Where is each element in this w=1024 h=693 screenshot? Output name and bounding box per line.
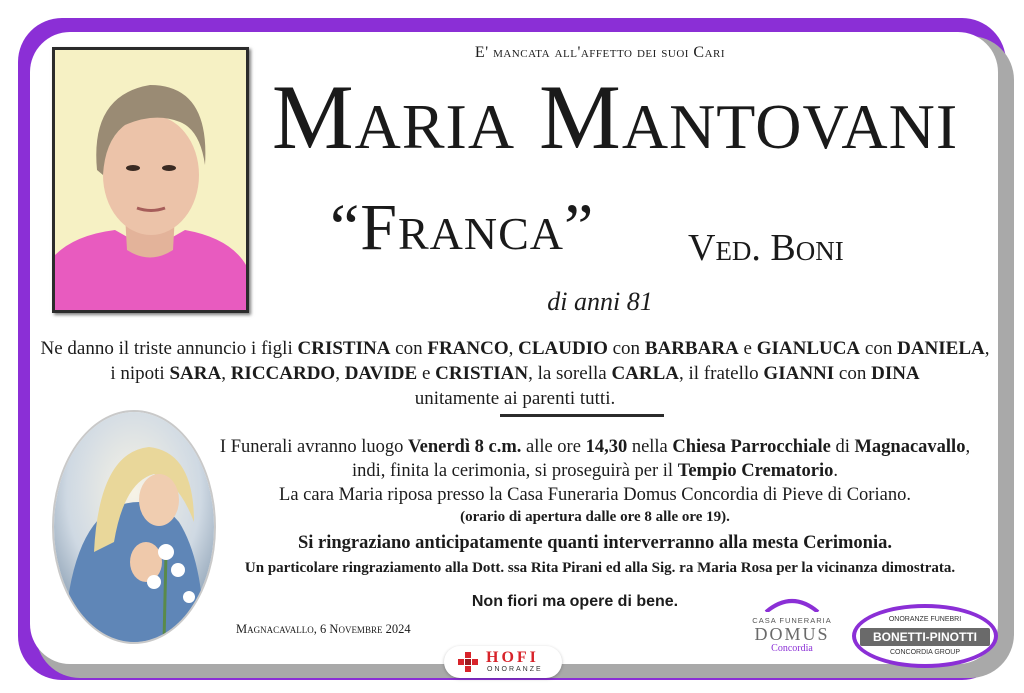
deceased-name: Maria Mantovani — [271, 66, 959, 168]
nickname: “Franca” — [330, 191, 595, 264]
hofi-logo — [444, 646, 562, 678]
thanks-line-2: Un particolare ringraziamento alla Dott. ssa Rita Pirani ed alla Sig. ra Maria Rosa per la vicinanza dimostrata. — [244, 560, 956, 576]
bold-run: GIANNI — [763, 363, 835, 384]
family-line-3: unitamente ai parenti tutti. — [414, 388, 616, 409]
text-run: con — [390, 338, 428, 359]
text-run: , — [335, 363, 345, 384]
hofi-mark-icon — [458, 652, 478, 672]
bold-run: 14,30 — [585, 437, 628, 457]
bold-run: RICCARDO — [230, 363, 336, 384]
domus-name: DOMUS — [754, 624, 830, 644]
funeral-line-4: (orario di apertura dalle ore 8 alle ore 19). — [460, 509, 730, 525]
family-line-1 — [40, 336, 990, 361]
text-run: indi, finita la cerimonia, si proseguirà per il — [351, 461, 678, 481]
bold-run: DAVIDE — [344, 363, 418, 384]
place-date: Magnacavallo, 6 Novembre 2024 — [236, 622, 411, 636]
text-run: con — [607, 338, 645, 359]
bold-run: DANIELA — [897, 338, 985, 359]
hofi-sub: ONORANZE — [487, 666, 543, 673]
text-run: . — [833, 461, 839, 481]
bold-run: FRANCO — [427, 338, 509, 359]
text-run: , — [984, 338, 990, 359]
text-run: , il fratello — [679, 363, 764, 384]
bold-run: Venerdì 8 c.m. — [407, 437, 522, 457]
text-run: , — [508, 338, 519, 359]
text-run: I Funerali avranno luogo — [219, 437, 408, 457]
family-line-2 — [40, 361, 990, 386]
text-run: nella — [627, 437, 673, 457]
bold-run: BARBARA — [644, 338, 739, 359]
bold-run: Chiesa Parrocchiale — [672, 437, 831, 457]
bold-run: CRISTIAN — [435, 363, 529, 384]
funeral-line-1 — [205, 435, 985, 459]
domus-sub: Concordia — [771, 643, 813, 654]
bold-run: Magnacavallo — [854, 437, 966, 457]
bonetti-sub: CONCORDIA GROUP — [889, 649, 960, 656]
age-line: di anni 81 — [547, 287, 653, 316]
bold-run: SARA — [169, 363, 222, 384]
thanks-line-1: Si ringraziano anticipatamente quanti interverranno alla mesta Cerimonia. — [297, 533, 892, 553]
domus-top: CASA FUNERARIA — [752, 616, 832, 625]
text-run: , la sorella — [528, 363, 612, 384]
bold-run: DINA — [871, 363, 920, 384]
text-run: con — [834, 363, 872, 384]
text-run: i nipoti — [110, 363, 170, 384]
domus-arc-icon — [762, 596, 822, 612]
bold-run: Tempio Crematorio — [677, 461, 834, 481]
bonetti-name: BONETTI-PINOTTI — [860, 628, 990, 646]
domus-logo — [742, 596, 842, 658]
bold-run: CLAUDIO — [518, 338, 608, 359]
madonna-image — [52, 410, 216, 644]
text-run: , — [221, 363, 231, 384]
widow-of: Ved. Boni — [688, 227, 844, 269]
text-run: con — [860, 338, 898, 359]
portrait-photo — [52, 47, 249, 313]
funeral-line-3: La cara Maria riposa presso la Casa Funeraria Domus Concordia di Pieve di Coriano. — [279, 485, 911, 505]
text-run: e — [417, 363, 436, 384]
text-run: di — [830, 437, 855, 457]
hofi-name: HOFI — [486, 649, 539, 666]
text-run: e — [738, 338, 757, 359]
text-run: , — [965, 437, 971, 457]
text-run: alle ore — [521, 437, 586, 457]
text-run: Ne danno il triste annuncio i figli — [40, 338, 298, 359]
bonetti-top: ONORANZE FUNEBRI — [888, 616, 962, 623]
bold-run: CRISTINA — [297, 338, 391, 359]
bold-run: GIANLUCA — [756, 338, 861, 359]
announcement-line: E' mancata all'affetto dei suoi Cari — [474, 44, 726, 61]
divider-line — [500, 414, 664, 417]
bold-run: CARLA — [611, 363, 679, 384]
bonetti-pinotti-logo — [852, 604, 998, 668]
flowers-line: Non fiori ma opere di bene. — [471, 593, 679, 610]
funeral-line-2 — [205, 459, 985, 483]
